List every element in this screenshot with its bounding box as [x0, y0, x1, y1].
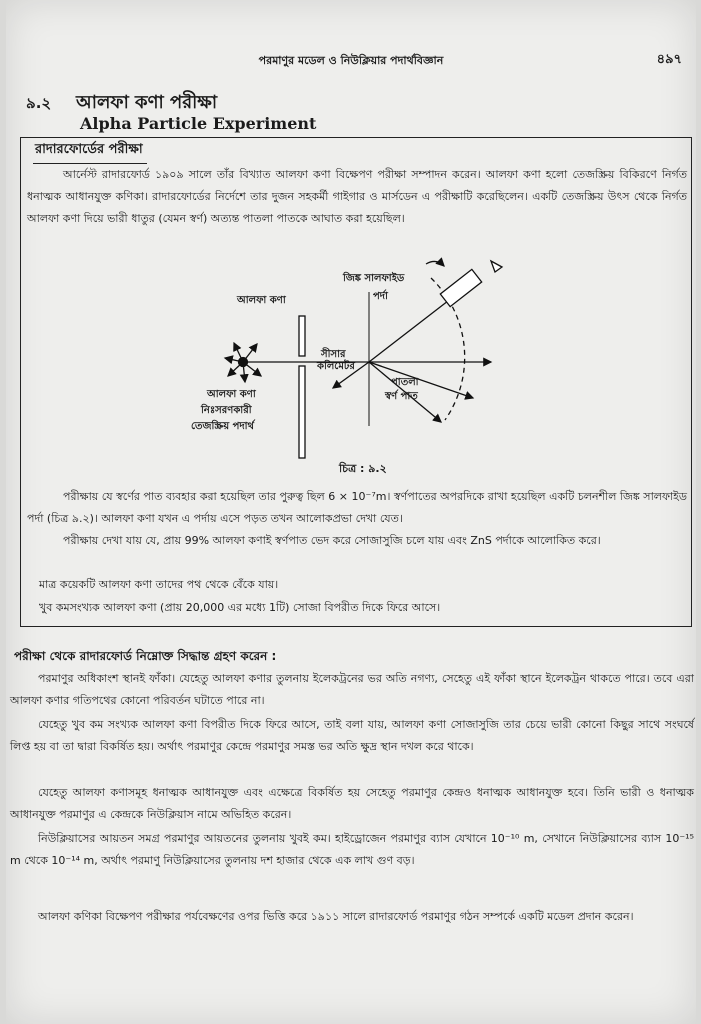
intro-paragraph: আর্নেস্ট রাদারফোর্ড ১৯০৯ সালে তাঁর বিখ্যাত আলফা কণা বিক্ষেপণ পরীক্ষা সম্পাদন করেন। আলফা কণা হলো তেজস্ক্রিয় বিকিরণে নির্গত ধনাত্মক আধানযুক্ত কণিকা। রাদারফোর্ডের নির্দেশে তার দুজন সহকর্মী গাইগার ও মার্সডেন এ পরীক্ষাটি করেছিলেন। একটি তেজস্ক্রিয় উৎস থেকে নির্গত আলফা কণা দিয়ে ভারী ধাতুর (যেমন স্বর্ণ) অত্যন্ত পাতলা পাতকে আঘাত করা হয়েছিল।: [27, 168, 687, 225]
section-number: ৯.২: [26, 94, 52, 112]
label-lead-2: কলিমেটর: [317, 361, 355, 372]
observation-paragraph: পরীক্ষায় দেখা যায় যে, প্রায় 99% আলফা কণাই স্বর্ণপাত ভেদ করে সোজাসুজি চলে যায় এবং ZnS পর্দাকে আলোকিত করে।: [63, 534, 601, 547]
few-deflect-line: মাত্র কয়েকটি আলফা কণা তাদের পথ থেকে বেঁকে যায়।: [39, 578, 279, 591]
box-heading: রাদারফোর্ডের পরীক্ষা: [35, 140, 143, 161]
label-foil-2: স্বর্ণ পাত: [385, 391, 418, 402]
collimator-upper: [299, 316, 305, 356]
label-foil-1: পাতলা: [391, 377, 419, 388]
rutherford-experiment-box: [20, 137, 692, 627]
section-title: আলফা কণা পরীক্ষা: [76, 92, 218, 113]
figure-caption: চিত্র : ৯.২: [339, 462, 387, 475]
book-page: [6, 0, 696, 1024]
page-number: ৪৯৭: [656, 52, 682, 67]
conclusion-paragraph-5: আলফা কণিকা বিক্ষেপণ পরীক্ষার পর্যবেক্ষণের ওপর ভিত্তি করে ১৯১১ সালে রাদারফোর্ড পরমাণুর গঠন সম্পর্কে একটি মডেল প্রদান করেন।: [38, 910, 634, 923]
conclusion-paragraph-1: পরমাণুর অধিকাংশ স্থানই ফাঁকা। যেহেতু আলফা কণার তুলনায় ইলেকট্রনের ভর অতি নগণ্য, সেহেতু এই ফাঁকা স্থানে ইলেকট্রন থাকতে পারে। তবে এরা আলফা কণার গতিপথের কোনো পরিবর্তন ঘটাতে পারে না।: [10, 672, 694, 707]
label-alpha-particle: আলফা কণা: [237, 295, 286, 306]
conclusions-lead: পরীক্ষা থেকে রাদারফোর্ড নিম্নোক্ত সিদ্ধান্ত গ্রহণ করেন :: [14, 649, 277, 663]
label-lead-1: সীসার: [321, 349, 346, 360]
collimator-lower: [299, 366, 305, 458]
conclusion-paragraph-4: নিউক্লিয়াসের আয়তন সমগ্র পরমাণুর আয়তনের তুলনায় খুবই কম। হাইড্রোজেন পরমাণুর ব্যাস যেখানে 10⁻¹⁰ m, সেখানে নিউক্লিয়াসের ব্যাস 10⁻¹⁵ m থেকে 10⁻¹⁴ m, অর্থাৎ পরমাণু নিউক্লিয়াসের তুলনায় দশ হাজার থেকে এক লাখ গুণ বড়।: [10, 832, 694, 867]
conclusion-paragraph-3: যেহেতু আলফা কণাসমূহ ধনাত্মক আধানযুক্ত এবং এক্ষেত্রে বিকর্ষিত হয় সেহেতু পরমাণুর কেন্দ্রও ধনাত্মক আধানযুক্ত হবে। তিনি ভারী ও ধনাত্মক আধানযুক্ত পরমাণুর এ কেন্দ্রকে নিউক্লিয়াস নামে অভিহিত করেন।: [10, 786, 694, 821]
running-header: পরমাণুর মডেল ও নিউক্লিয়ার পদার্থবিজ্ঞান: [258, 54, 444, 67]
conclusion-paragraph-2: যেহেতু খুব কম সংখ্যক আলফা কণা বিপরীত দিকে ফিরে আসে, তাই বলা যায়, আলফা কণা সোজাসুজি তার চেয়ে ভারী কোনো কিছুর সাথে সংঘর্ষে লিপ্ত হয় বা তা দ্বারা বিকর্ষিত হয়। অর্থাৎ পরমাণুর কেন্দ্রে পরমাণুর সমস্ত ভর অতি ক্ষুদ্র স্থান দখল করে থাকে।: [10, 718, 694, 753]
section-subtitle: Alpha Particle Experiment: [80, 114, 317, 133]
label-source-1: আলফা কণা: [207, 389, 256, 400]
zns-screen: [440, 269, 481, 306]
label-zns-screen: জিঙ্ক সালফাইড: [343, 273, 405, 284]
label-screen: পর্দা: [373, 291, 388, 302]
label-source-2: নিঃসরণকারী: [201, 405, 252, 416]
label-source-3: তেজস্ক্রিয় পদার্থ: [191, 421, 255, 432]
scattering-diagram: [21, 248, 693, 478]
thickness-paragraph: পরীক্ষায় যে স্বর্ণের পাত ব্যবহার করা হয়েছিল তার পুরুত্ব ছিল 6 × 10⁻⁷m। স্বর্ণপাতের অপরদিকে রাখা হয়েছিল একটি চলনশীল জিঙ্ক সালফাইড পর্দা (চিত্র ৯.২)। আলফা কণা যখন এ পর্দায় এসে পড়ত তখন আলোকপ্রভা দেখা যেত।: [27, 490, 687, 525]
back-scatter-line: খুব কমসংখ্যক আলফা কণা (প্রায় 20,000 এর মধ্যে 1টি) সোজা বিপরীত দিকে ফিরে আসে।: [39, 601, 441, 614]
